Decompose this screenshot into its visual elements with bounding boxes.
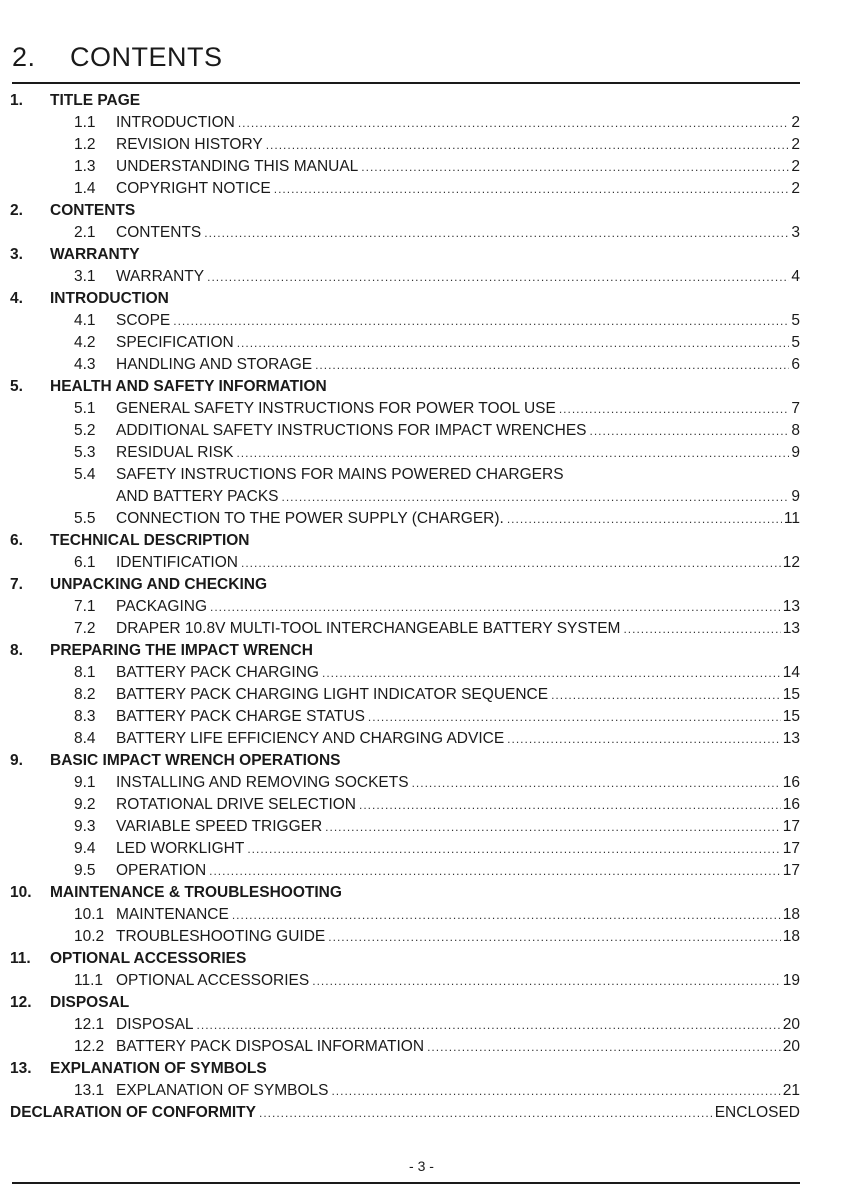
toc-dot-leader bbox=[325, 816, 781, 838]
toc-entry-title: COPYRIGHT NOTICE bbox=[116, 180, 271, 197]
toc-dot-leader bbox=[266, 134, 790, 156]
toc-section-title: EXPLANATION OF SYMBOLS bbox=[50, 1060, 267, 1077]
toc-entry-title: TROUBLESHOOTING GUIDE bbox=[116, 928, 326, 945]
toc-entry-number: 4.3 bbox=[74, 356, 96, 373]
toc-entry-page: 18 bbox=[782, 928, 800, 945]
toc-entry-title: LED WORKLIGHT bbox=[116, 840, 245, 857]
toc-entry-title: REVISION HISTORY bbox=[116, 136, 263, 153]
toc-section-number: 9. bbox=[10, 752, 23, 769]
toc-section[interactable] bbox=[10, 288, 800, 310]
toc-entry-title: BATTERY LIFE EFFICIENCY AND CHARGING ADVICE bbox=[116, 730, 505, 747]
toc-entry-page: 14 bbox=[782, 664, 800, 681]
toc-entry[interactable] bbox=[10, 552, 800, 574]
toc-entry-page: 3 bbox=[791, 224, 800, 241]
toc-dot-leader bbox=[173, 310, 789, 332]
toc-entry-title: OPTIONAL ACCESSORIES bbox=[116, 972, 310, 989]
toc-entry-number: 3.1 bbox=[74, 268, 96, 285]
toc-section[interactable] bbox=[10, 882, 800, 904]
toc-section[interactable] bbox=[10, 948, 800, 970]
toc-entry-number: 1.2 bbox=[74, 136, 96, 153]
toc-entry-number: 8.4 bbox=[74, 730, 96, 747]
toc-entry-page: 2 bbox=[791, 114, 800, 131]
toc-entry-number: 6.1 bbox=[74, 554, 96, 571]
toc-entry[interactable] bbox=[10, 618, 800, 640]
header-divider bbox=[12, 82, 800, 84]
toc-dot-leader bbox=[259, 1102, 713, 1124]
toc-dot-leader bbox=[427, 1036, 781, 1058]
toc-section-number: 12. bbox=[10, 994, 32, 1011]
toc-entry-title: VARIABLE SPEED TRIGGER bbox=[116, 818, 323, 835]
toc-entry-number: 8.3 bbox=[74, 708, 96, 725]
toc-dot-leader bbox=[237, 332, 790, 354]
toc-entry-number: 12.2 bbox=[74, 1038, 105, 1055]
toc-section-number: 10. bbox=[10, 884, 32, 901]
toc-section-number: 13. bbox=[10, 1060, 32, 1077]
toc-section-title: DISPOSAL bbox=[50, 994, 130, 1011]
toc-entry-number: 1.3 bbox=[74, 158, 96, 175]
toc-entry-title: SCOPE bbox=[116, 312, 171, 329]
toc-entry-number: 1.1 bbox=[74, 114, 96, 131]
toc-dot-leader bbox=[361, 156, 789, 178]
toc-dot-leader bbox=[282, 486, 790, 508]
page-title-text: CONTENTS bbox=[70, 42, 223, 72]
toc-entry-number: 7.1 bbox=[74, 598, 96, 615]
toc-section-title: HEALTH AND SAFETY INFORMATION bbox=[50, 378, 327, 395]
toc-dot-leader bbox=[197, 1014, 781, 1036]
toc-section[interactable] bbox=[10, 530, 800, 552]
toc-entry-title: CONNECTION TO THE POWER SUPPLY (CHARGER). bbox=[116, 510, 504, 527]
toc-section-title: CONTENTS bbox=[50, 202, 136, 219]
toc-entry[interactable] bbox=[10, 728, 800, 750]
toc-entry-title: INTRODUCTION bbox=[116, 114, 235, 131]
toc-entry-number: 9.1 bbox=[74, 774, 96, 791]
toc-dot-leader bbox=[412, 772, 781, 794]
toc-entry-page: 21 bbox=[782, 1082, 800, 1099]
toc-dot-leader bbox=[507, 728, 781, 750]
toc-entry[interactable] bbox=[10, 970, 800, 992]
toc-entry-title: ADDITIONAL SAFETY INSTRUCTIONS FOR IMPACT WRENCHES bbox=[116, 422, 587, 439]
toc-dot-leader bbox=[331, 1080, 780, 1102]
toc-dot-leader bbox=[507, 508, 782, 530]
toc-entry[interactable] bbox=[10, 266, 800, 288]
toc-entry-title: SAFETY INSTRUCTIONS FOR MAINS POWERED CHARGERS bbox=[116, 466, 564, 483]
toc-section[interactable] bbox=[10, 640, 800, 662]
toc-dot-leader bbox=[232, 904, 781, 926]
toc-entry[interactable] bbox=[10, 794, 800, 816]
toc-entry-number: 13.1 bbox=[74, 1082, 105, 1099]
toc-entry-title: PACKAGING bbox=[116, 598, 208, 615]
toc-entry-number: 5.1 bbox=[74, 400, 96, 417]
toc-section-number: 3. bbox=[10, 246, 23, 263]
toc-entry[interactable] bbox=[10, 662, 800, 684]
toc-entry-title: ROTATIONAL DRIVE SELECTION bbox=[116, 796, 357, 813]
toc-entry-number: 1.4 bbox=[74, 180, 96, 197]
toc-entry-title: GENERAL SAFETY INSTRUCTIONS FOR POWER TOOL USE bbox=[116, 400, 556, 417]
toc-entry-number: 7.2 bbox=[74, 620, 96, 637]
toc-dot-leader bbox=[209, 860, 781, 882]
toc-section-title: WARRANTY bbox=[50, 246, 140, 263]
toc-entry[interactable] bbox=[10, 508, 800, 530]
toc-entry-page: 17 bbox=[782, 862, 800, 879]
toc-section-title: TECHNICAL DESCRIPTION bbox=[50, 532, 250, 549]
toc-entry-title: BATTERY PACK CHARGING bbox=[116, 664, 319, 681]
toc-dot-leader bbox=[247, 838, 780, 860]
toc-entry[interactable] bbox=[10, 904, 800, 926]
toc-entry-title: IDENTIFICATION bbox=[116, 554, 238, 571]
toc-entry-page: 2 bbox=[791, 158, 800, 175]
toc-entry-page: 12 bbox=[782, 554, 800, 571]
toc-section-number: 8. bbox=[10, 642, 23, 659]
toc-entry-title: EXPLANATION OF SYMBOLS bbox=[116, 1082, 329, 1099]
toc-dot-leader bbox=[559, 398, 790, 420]
toc-entry-page: 2 bbox=[791, 180, 800, 197]
toc-entry[interactable] bbox=[10, 596, 800, 618]
page-number: - 3 - bbox=[409, 1158, 434, 1174]
toc-entry-page: 8 bbox=[791, 422, 800, 439]
toc-entry[interactable] bbox=[10, 684, 800, 706]
toc-entry-title: HANDLING AND STORAGE bbox=[116, 356, 313, 373]
toc-entry[interactable] bbox=[10, 156, 800, 178]
toc-entry[interactable] bbox=[10, 464, 800, 486]
toc-entry-title: BATTERY PACK CHARGE STATUS bbox=[116, 708, 365, 725]
toc-dot-leader bbox=[315, 354, 789, 376]
toc-entry-page: 17 bbox=[782, 818, 800, 835]
toc-entry-number: 8.2 bbox=[74, 686, 96, 703]
toc-entry-number: 4.1 bbox=[74, 312, 96, 329]
toc-dot-leader bbox=[359, 794, 781, 816]
toc-entry[interactable] bbox=[10, 112, 800, 134]
toc-section[interactable] bbox=[10, 244, 800, 266]
toc-dot-leader bbox=[623, 618, 780, 640]
toc-dot-leader bbox=[241, 552, 781, 574]
toc-entry-number: 5.5 bbox=[74, 510, 96, 527]
toc-dot-leader bbox=[207, 266, 789, 288]
toc-entry-page: 6 bbox=[791, 356, 800, 373]
toc-dot-leader bbox=[274, 178, 790, 200]
toc-entry-page: 5 bbox=[791, 334, 800, 351]
toc-section-title: TITLE PAGE bbox=[50, 92, 141, 109]
toc-entry-title: BATTERY PACK CHARGING LIGHT INDICATOR SEQUENCE bbox=[116, 686, 549, 703]
toc-dot-leader bbox=[368, 706, 781, 728]
toc-section-number: 4. bbox=[10, 290, 23, 307]
toc-entry[interactable] bbox=[10, 706, 800, 728]
toc-entry-page: 16 bbox=[782, 796, 800, 813]
toc-entry[interactable] bbox=[10, 816, 800, 838]
toc-entry[interactable] bbox=[10, 860, 800, 882]
toc-entry-number: 10.2 bbox=[74, 928, 105, 945]
toc-entry[interactable] bbox=[10, 134, 800, 156]
toc-dot-leader bbox=[204, 222, 789, 244]
toc-entry[interactable] bbox=[10, 178, 800, 200]
toc-entry-title: MAINTENANCE bbox=[116, 906, 229, 923]
toc-entry[interactable] bbox=[10, 332, 800, 354]
toc-section-number: 6. bbox=[10, 532, 23, 549]
toc-entry-title: UNDERSTANDING THIS MANUAL bbox=[116, 158, 359, 175]
toc-section[interactable] bbox=[10, 1058, 800, 1080]
toc-entry[interactable] bbox=[10, 398, 800, 420]
toc-entry[interactable] bbox=[10, 772, 800, 794]
toc-entry-page: 2 bbox=[791, 136, 800, 153]
toc-entry-title: BATTERY PACK DISPOSAL INFORMATION bbox=[116, 1038, 425, 1055]
toc-entry-title: DISPOSAL bbox=[116, 1016, 194, 1033]
toc-section-title: BASIC IMPACT WRENCH OPERATIONS bbox=[50, 752, 341, 769]
toc-entry-number: 9.5 bbox=[74, 862, 96, 879]
toc-entry-title: INSTALLING AND REMOVING SOCKETS bbox=[116, 774, 409, 791]
toc-entry-number: 9.2 bbox=[74, 796, 96, 813]
toc-dot-leader bbox=[322, 662, 781, 684]
toc-entry[interactable] bbox=[10, 838, 800, 860]
toc-section[interactable] bbox=[10, 574, 800, 596]
toc-entry-continuation[interactable] bbox=[10, 486, 800, 508]
toc-section[interactable] bbox=[10, 992, 800, 1014]
toc-entry-number: 8.1 bbox=[74, 664, 96, 681]
toc-entry-page: 18 bbox=[782, 906, 800, 923]
toc-dot-leader bbox=[312, 970, 781, 992]
toc-entry-title: DRAPER 10.8V MULTI-TOOL INTERCHANGEABLE BATTERY SYSTEM bbox=[116, 620, 621, 637]
toc-entry-number: 9.4 bbox=[74, 840, 96, 857]
toc-section-number: 1. bbox=[10, 92, 23, 109]
toc-dot-leader bbox=[238, 112, 790, 134]
toc-entry-page: 20 bbox=[782, 1038, 800, 1055]
toc-entry[interactable] bbox=[10, 1036, 800, 1058]
toc-entry-page: 16 bbox=[782, 774, 800, 791]
toc-dot-leader bbox=[210, 596, 781, 618]
toc-entry-page: 19 bbox=[782, 972, 800, 989]
toc-entry-page: 5 bbox=[791, 312, 800, 329]
page-title-number: 2. bbox=[12, 42, 36, 72]
toc-entry-page: 9 bbox=[791, 444, 800, 461]
toc-entry[interactable] bbox=[10, 1080, 800, 1102]
toc-entry-number: 12.1 bbox=[74, 1016, 105, 1033]
toc-entry-number: 4.2 bbox=[74, 334, 96, 351]
toc-entry[interactable] bbox=[10, 310, 800, 332]
toc-entry-page: 13 bbox=[782, 730, 800, 747]
declaration-row[interactable] bbox=[10, 1102, 800, 1124]
toc-entry[interactable] bbox=[10, 354, 800, 376]
toc-entry-page: 17 bbox=[782, 840, 800, 857]
toc-entry[interactable] bbox=[10, 442, 800, 464]
toc-entry-page: 7 bbox=[791, 400, 800, 417]
toc-entry-title: WARRANTY bbox=[116, 268, 205, 285]
toc-entry-page: 9 bbox=[791, 488, 800, 505]
toc-entry-number: 2.1 bbox=[74, 224, 96, 241]
toc-entry-title: AND BATTERY PACKS bbox=[116, 488, 279, 505]
toc-entry-title: OPERATION bbox=[116, 862, 207, 879]
toc-entry-number: 5.3 bbox=[74, 444, 96, 461]
toc-dot-leader bbox=[236, 442, 789, 464]
toc-section-number: 5. bbox=[10, 378, 23, 395]
toc-entry-title: RESIDUAL RISK bbox=[116, 444, 234, 461]
toc-section-title: INTRODUCTION bbox=[50, 290, 169, 307]
toc-section-title: UNPACKING AND CHECKING bbox=[50, 576, 267, 593]
toc-dot-leader bbox=[590, 420, 790, 442]
table-of-contents bbox=[10, 90, 800, 1124]
toc-entry-number: 5.4 bbox=[74, 466, 96, 483]
toc-entry-title: CONTENTS bbox=[116, 224, 202, 241]
toc-entry-page: 20 bbox=[782, 1016, 800, 1033]
toc-section[interactable] bbox=[10, 200, 800, 222]
toc-entry-page: 4 bbox=[791, 268, 800, 285]
footer-divider bbox=[12, 1182, 800, 1184]
toc-entry[interactable] bbox=[10, 1014, 800, 1036]
toc-section-number: 2. bbox=[10, 202, 23, 219]
toc-section[interactable] bbox=[10, 376, 800, 398]
toc-section-title: OPTIONAL ACCESSORIES bbox=[50, 950, 247, 967]
toc-entry-page: 13 bbox=[782, 620, 800, 637]
toc-section[interactable] bbox=[10, 90, 800, 112]
toc-entry-title: SPECIFICATION bbox=[116, 334, 234, 351]
toc-entry-page: 11 bbox=[783, 510, 800, 527]
toc-entry-page: 15 bbox=[782, 686, 800, 703]
toc-section-title: PREPARING THE IMPACT WRENCH bbox=[50, 642, 313, 659]
toc-entry-number: 9.3 bbox=[74, 818, 96, 835]
toc-section-title: MAINTENANCE & TROUBLESHOOTING bbox=[50, 884, 342, 901]
toc-entry-page: 13 bbox=[782, 598, 800, 615]
declaration-title: DECLARATION OF CONFORMITY bbox=[10, 1104, 256, 1121]
toc-dot-leader bbox=[551, 684, 781, 706]
toc-entry[interactable] bbox=[10, 420, 800, 442]
toc-section-number: 7. bbox=[10, 576, 23, 593]
toc-dot-leader bbox=[328, 926, 780, 948]
declaration-page: ENCLOSED bbox=[714, 1104, 800, 1121]
toc-section-number: 11. bbox=[10, 950, 31, 967]
toc-section[interactable] bbox=[10, 750, 800, 772]
toc-entry-number: 11.1 bbox=[74, 972, 104, 989]
toc-entry-page: 15 bbox=[782, 708, 800, 725]
toc-entry-number: 5.2 bbox=[74, 422, 96, 439]
page-title bbox=[12, 42, 223, 73]
toc-entry[interactable] bbox=[10, 222, 800, 244]
toc-entry[interactable] bbox=[10, 926, 800, 948]
toc-entry-number: 10.1 bbox=[74, 906, 105, 923]
